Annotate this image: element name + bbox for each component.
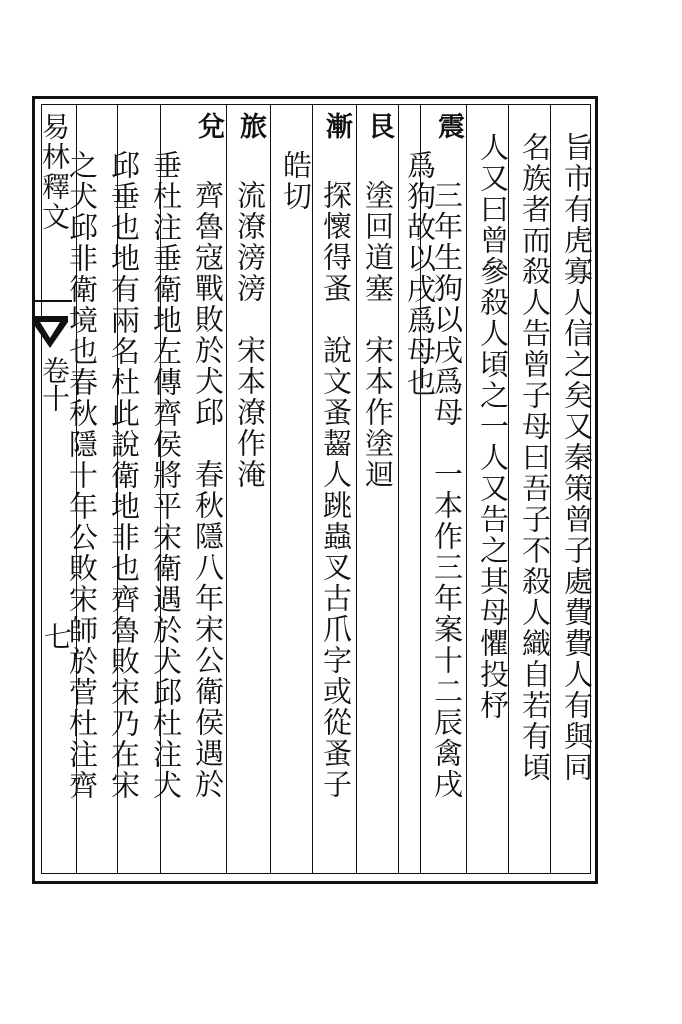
text-column: 爲狗故以戌爲母也 xyxy=(403,150,437,398)
column-rule xyxy=(398,104,399,874)
text-column: 齊魯寇戰敗於犬邱 春秋隱八年宋公衛侯遇於 xyxy=(191,180,225,800)
section-label-gen: 艮 xyxy=(363,112,394,139)
volume-number: 卷十 xyxy=(38,356,71,412)
column-rule xyxy=(270,104,271,874)
page-number: 七 xyxy=(40,622,73,650)
book-title: 易林釋文 xyxy=(38,112,71,232)
text-column: 邱垂也地有兩名杜此說衛地非也齊魯敗宋乃在宋 xyxy=(107,150,141,801)
section-label-dui: 兌 xyxy=(193,112,224,139)
text-column: 皓切 xyxy=(279,150,313,212)
text-column: 旨市有虎寡人信之矣又秦策曾子處費費人有與同 xyxy=(560,132,594,783)
section-label-lv: 旅 xyxy=(235,112,266,139)
text-column: 人又曰曾參殺人頃之一人又告之其母懼投杼 xyxy=(476,132,510,721)
column-rule xyxy=(312,104,313,874)
column-rule xyxy=(356,104,357,874)
text-column: 流潦滂滂 宋本潦作淹 xyxy=(233,180,267,490)
text-column: 三年生狗以戌爲母 一本作三年案十二辰禽戌 xyxy=(430,180,464,800)
section-label-zhen: 震 xyxy=(433,112,464,139)
text-column: 探懷得蚤 說文蚤齧人跳蟲叉古爪字或從蚤子 xyxy=(319,180,353,800)
text-column: 塗回道塞 宋本作塗迴 xyxy=(361,180,395,490)
section-label-jian: 漸 xyxy=(321,112,352,139)
text-column: 之犬邱非衛境也春秋隱十年公敗宋師於菅杜注齊 xyxy=(65,150,99,801)
text-column: 垂杜注垂衛地左傳齊侯將平宋衛遇於犬邱杜注犬 xyxy=(149,150,183,801)
text-column: 名族者而殺人告曾子母曰吾子不殺人織自若有頃 xyxy=(518,132,552,783)
